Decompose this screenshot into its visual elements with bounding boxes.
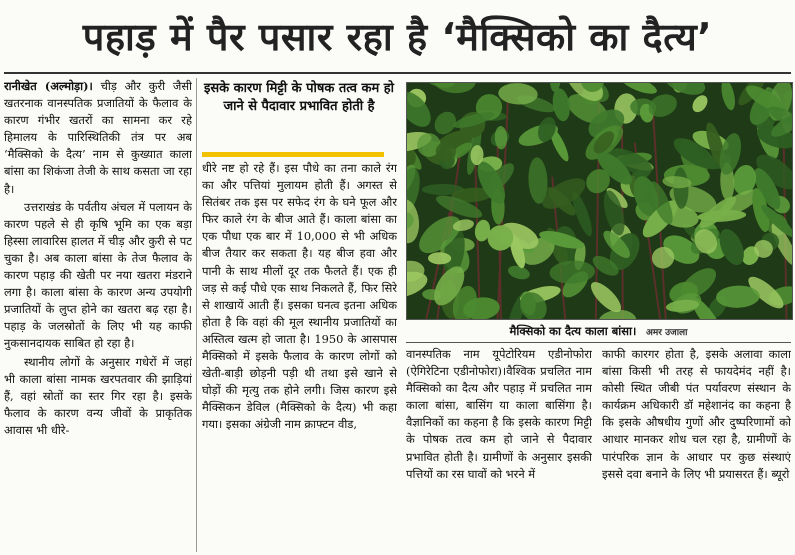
- dateline: रानीखेत (अल्मोड़ा)।: [4, 79, 93, 93]
- photo-credit: अमर उजाला: [646, 328, 688, 338]
- plant-photo: [406, 82, 793, 320]
- leaves-illustration: [407, 83, 792, 319]
- deck-subheadline: इसके कारण मिट्टी के पोषक तत्व कम हो जाने से पैदावार प्रभावित होती है: [203, 81, 395, 114]
- headline: पहाड़ में पैर पसार रहा है ‘मैक्सिको का दैत्य’: [82, 15, 713, 59]
- column-3: [406, 346, 592, 553]
- col2-para-1: धीरे नष्ट हो रहे हैं। इस पौधे का तना काले रंग का और पत्तियां मुलायम होती हैं। अगस्त से सितंबर तक इस पर सफेद रंग के घने फूल और फिर काले रंग के बीज आते हैं। काला बांसा का एक पौधा एक बार में 10,000 से भी अधिक बीज तैयार कर सकता है। यह बीज हवा और पानी के साथ मीलों दूर तक फैलते हैं। एक ही जड़ से कई पौधे एक साथ निकलते हैं, फिर सिरे से शाखायें आती हैं। इसका घनत्व इतना अधिक होता है कि वहां की मूल स्थानीय प्रजातियों का अस्तित्व खत्म हो जाता है। 1950 के आसपास मैक्सिको में इसके फैलाव के कारण लोगों को खेती-बाड़ी छोड़नी पड़ी थी तथा इसे खाने से घोड़ों की मृत्यु तक होने लगी। जिस कारण इसे मैक्सिकन डेविल (मैक्सिको के दैत्य) भी कहा गया। इसका अंग्रेजी नाम क्राफ्टन वीड,: [202, 161, 397, 432]
- col4-para-1: काफी कारगर होता है, इसके अलावा काला बांसा किसी भी तरह से फायदेमंद नहीं है। कोसी स्थित जीबी पंत पर्यावरण संस्थान के कार्यक्रम अधिकारी डॉ महेशानंद का कहना है कि इसके औषधीय गुणों और दुष्परिणामों को आधार मानकर शोध चल रहा है, ग्रामीणों के पारंपरिक ज्ञान के आधार पर कुछ संस्थाएं इससे दवा बनाने के लिए भी प्रयासरत हैं। ब्यूरो: [602, 347, 791, 481]
- col1-para-2: उत्तराखंड के पर्वतीय अंचल में पलायन के कारण पहले से ही कृषि भूमि का एक बड़ा हिस्सा लावारिस हालत में चीड़ और कुरी से पट चुका है। अब काला बांसा के तेज फैलाव के कारण पहाड़ की खेती पर नया खतरा मंडराने लगा है। काला बांसा के कारण अन्य उपयोगी प्रजातियों के लुप्त होने का खतरा बढ़ रहा है। पहाड़ के जलस्रोतों के लिए भी यह काफी नुकसानदायक साबित हो रहा है।: [4, 199, 192, 351]
- column-2: [202, 160, 397, 553]
- column-divider: [196, 78, 197, 552]
- column-1: [4, 78, 192, 553]
- col3-para-1: वानस्पतिक नाम यूपेटोरियम एडीनोफोरा (ऐगिरेटिना एडीनोफोरा)।वैश्विक प्रचलित नाम मैक्सिको का दैत्य और पहाड़ में प्रचलित नाम काला बांसा, बासिंग या काला बासिंगा है। वैज्ञानिकों का कहना है कि इसके कारण मिट्टी के पोषक तत्व कम हो जाने से पैदावार प्रभावित होती है। ग्रामीणों के अनुसार इसकी पत्तियों का रस घावों को भरने में: [406, 347, 592, 481]
- col1-para-3: स्थानीय लोगों के अनुसार गधेरों में जहां भी काला बांसा नामक खरपतवार की झाड़ियां हैं, वहां स्रोतों का स्तर गिर रहा है। इसके फैलाव के कारण वन्य जीवों के प्राकृतिक आवास भी धीरे-: [4, 354, 192, 437]
- col1-para-1: चीड़ और कुरी जैसी खतरनाक वानस्पतिक प्रजातियों के फैलाव के कारण गंभीर खतरों का सामना कर रहे हिमालय के पारिस्थितिकी तंत्र पर अब ‘मैक्सिको के दैत्य’ नाम से कुख्यात काला बांसा का शिकंजा तेजी के साथ कसता जा रहा है।: [4, 79, 192, 196]
- deck-accent-bar: [202, 152, 384, 157]
- headline-rule: [4, 72, 791, 74]
- column-4: [602, 346, 791, 553]
- photo-caption: [406, 320, 791, 343]
- caption-text: मैक्सिको का दैत्य काला बांसा।: [509, 324, 637, 338]
